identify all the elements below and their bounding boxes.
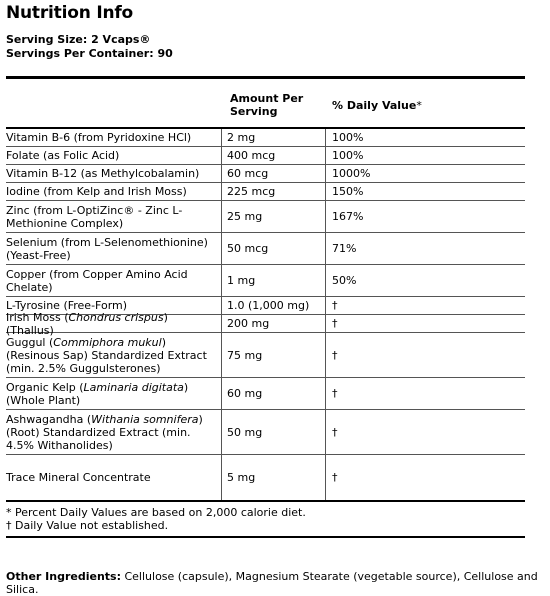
amount-header: Amount Per Serving bbox=[230, 92, 304, 118]
nutrient-name: Vitamin B-6 (from Pyridoxine HCl) bbox=[6, 129, 222, 146]
table-row bbox=[6, 147, 525, 165]
nutrient-name: Ashwagandha (Withania somnifera) (Root) Standardized Extract (min. 4.5% Withanolides) bbox=[6, 410, 222, 454]
serving-size: Serving Size: 2 Vcaps® bbox=[6, 33, 151, 46]
nutrient-daily-value: 1000% bbox=[332, 167, 371, 180]
footnote-not-established: † Daily Value not established. bbox=[6, 519, 169, 532]
nutrient-daily-value: 71% bbox=[332, 242, 357, 255]
nutrient-amount: 1.0 (1,000 mg) bbox=[222, 297, 326, 314]
nutrient-daily-value: † bbox=[332, 299, 338, 312]
table-row bbox=[6, 410, 525, 455]
nutrition-panel bbox=[6, 76, 525, 538]
nutrient-name: Vitamin B-12 (as Methylcobalamin) bbox=[6, 165, 222, 182]
nutrient-name: Organic Kelp (Laminaria digitata) (Whole Plant) bbox=[6, 378, 222, 409]
nutrient-amount: 400 mcg bbox=[222, 147, 326, 164]
table-row bbox=[6, 129, 525, 147]
nutrient-name: Guggul (Commiphora mukul) (Resinous Sap) Standardized Extract (min. 2.5% Guggulsterones) bbox=[6, 333, 222, 377]
nutrient-name: Folate (as Folic Acid) bbox=[6, 147, 222, 164]
table-row bbox=[6, 165, 525, 183]
other-ingredients-label: Other Ingredients: bbox=[6, 570, 121, 583]
nutrient-amount: 25 mg bbox=[222, 201, 326, 232]
page-title: Nutrition Info bbox=[6, 3, 134, 23]
nutrient-amount: 200 mg bbox=[222, 315, 326, 332]
table-row bbox=[6, 233, 525, 265]
table-row bbox=[6, 455, 525, 500]
footnote-daily-values: * Percent Daily Values are based on 2,000 calorie diet. bbox=[6, 506, 306, 519]
table-row bbox=[6, 183, 525, 201]
nutrient-amount: 1 mg bbox=[222, 265, 326, 296]
nutrient-amount: 5 mg bbox=[222, 455, 326, 500]
nutrient-daily-value: 50% bbox=[332, 274, 357, 287]
nutrient-amount: 2 mg bbox=[222, 129, 326, 146]
nutrient-name: Copper (from Copper Amino Acid Chelate) bbox=[6, 265, 222, 296]
nutrient-name: L-Tyrosine (Free-Form) bbox=[6, 297, 222, 314]
nutrient-daily-value: 100% bbox=[332, 149, 364, 162]
nutrient-name: Selenium (from L-Selenomethionine) (Yeast-Free) bbox=[6, 233, 222, 264]
nutrient-daily-value: 167% bbox=[332, 210, 364, 223]
nutrient-amount: 225 mcg bbox=[222, 183, 326, 200]
nutrient-amount: 60 mcg bbox=[222, 165, 326, 182]
table-header bbox=[6, 79, 525, 129]
nutrient-daily-value: † bbox=[332, 348, 338, 362]
nutrient-daily-value: † bbox=[332, 471, 338, 484]
servings-per-container: Servings Per Container: 90 bbox=[6, 47, 173, 60]
table-row bbox=[6, 265, 525, 297]
table-row bbox=[6, 378, 525, 410]
nutrient-name: Iodine (from Kelp and Irish Moss) bbox=[6, 183, 222, 200]
nutrient-daily-value: † bbox=[332, 425, 338, 439]
nutrient-amount: 50 mg bbox=[222, 410, 326, 454]
other-ingredients-text: Cellulose (capsule), Magnesium Stearate (vegetable source), Cellulose and Silica. bbox=[6, 570, 538, 596]
footnotes bbox=[6, 500, 525, 536]
nutrient-name: Zinc (from L-OptiZinc® - Zinc L-Methionine Complex) bbox=[6, 201, 222, 232]
nutrient-amount: 60 mg bbox=[222, 378, 326, 409]
nutrient-rows bbox=[6, 129, 525, 500]
nutrient-name: Irish Moss (Chondrus crispus) (Thallus) bbox=[6, 315, 222, 332]
nutrient-amount: 50 mcg bbox=[222, 233, 326, 264]
table-row bbox=[6, 333, 525, 378]
table-row bbox=[6, 201, 525, 233]
nutrient-amount: 75 mg bbox=[222, 333, 326, 377]
serving-info bbox=[6, 33, 173, 61]
daily-value-header: % Daily Value* bbox=[332, 99, 422, 112]
nutrient-daily-value: 100% bbox=[332, 131, 364, 144]
other-ingredients bbox=[6, 570, 550, 596]
nutrient-daily-value: † bbox=[332, 317, 338, 330]
nutrient-name: Trace Mineral Concentrate bbox=[6, 455, 222, 500]
nutrient-daily-value: † bbox=[332, 387, 338, 400]
table-row bbox=[6, 310, 525, 337]
nutrient-daily-value: 150% bbox=[332, 185, 364, 198]
